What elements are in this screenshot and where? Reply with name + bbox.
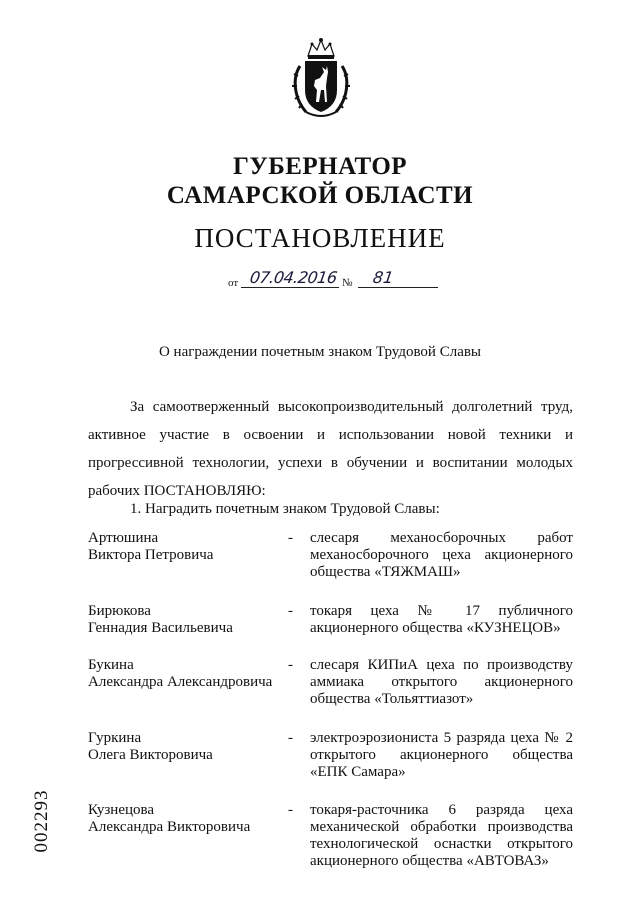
number-underline <box>358 287 438 288</box>
awardee-surname: Букина <box>88 657 134 673</box>
awardee-position: электроэрозиониста 5 разряда цеха № 2 открытого акционерного общества «ЕПК Самара» <box>310 730 573 780</box>
awardee-surname: Артюшина <box>88 530 159 546</box>
number-label: № <box>342 277 353 289</box>
awardee-person <box>88 603 288 637</box>
awardee-name: Геннадия Васильевича <box>88 620 233 636</box>
awardee-position: слесаря КИПиА цеха по производству аммиака открытого акционерного общества «Тольяттиазот» <box>310 657 573 707</box>
awardee-person <box>88 802 288 836</box>
date-underline <box>241 287 339 288</box>
awardee-name: Виктора Петровича <box>88 547 214 563</box>
awardee-position: токаря цеха № 17 публичного акционерного общества «КУЗНЕЦОВ» <box>310 603 573 636</box>
preamble-paragraph: За самоотверженный высокопроизводительный долголетний труд, активное участие в освоении и использовании новой техники и прогрессивной технологии, успехи в обучении и воспитании молодых рабочих ПОСТАНОВЛЯЮ: <box>88 399 573 499</box>
document-type: ПОСТАНОВЛЕНИЕ <box>194 223 446 253</box>
awardee-position: токаря-расточника 6 разряда цеха механической обработки производства технологической оснастки открытого акционерного общества «АВТОВАЗ» <box>310 802 573 869</box>
awardee-position: слесаря механосборочных работ механосборочного цеха акционерного общества «ТЯЖМАШ» <box>310 530 573 580</box>
awardee-person <box>88 730 288 764</box>
awardee-name: Олега Викторовича <box>88 747 213 763</box>
samara-coat-of-arms-icon <box>290 36 352 120</box>
separator-dash: - <box>288 530 293 546</box>
separator-dash: - <box>288 802 293 818</box>
issuer-title: ГУБЕРНАТОР <box>232 153 408 180</box>
date-value: 07.04.2016 <box>248 268 339 287</box>
issuer-region: САМАРСКОЙ ОБЛАСТИ <box>166 182 474 209</box>
awardee-person <box>88 530 288 564</box>
awardee-name: Александра Викторовича <box>88 819 251 835</box>
registration-number: 002293 <box>31 789 52 853</box>
separator-dash: - <box>288 603 293 619</box>
date-label: от <box>228 277 239 289</box>
document-subject: О награждении почетным знаком Трудовой Славы <box>158 344 482 360</box>
awardee-name: Александра Александровича <box>88 674 273 690</box>
number-value: 81 <box>371 268 395 287</box>
item-1: 1. Наградить почетным знаком Трудовой Славы: <box>130 501 440 517</box>
separator-dash: - <box>288 730 293 746</box>
awardee-person <box>88 657 288 691</box>
awardee-surname: Кузнецова <box>88 802 155 818</box>
awardee-surname: Бирюкова <box>88 603 151 619</box>
separator-dash: - <box>288 657 293 673</box>
date-number-row <box>228 268 443 290</box>
awardee-surname: Гуркина <box>88 730 142 746</box>
